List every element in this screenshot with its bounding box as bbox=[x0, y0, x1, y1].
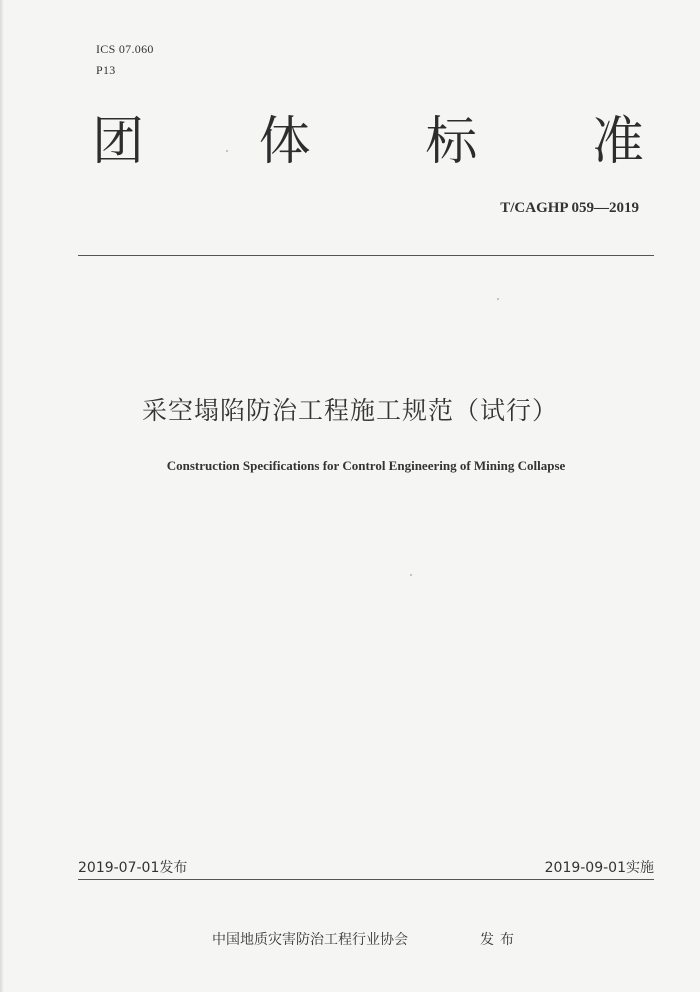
standard-number: T/CAGHP 059—2019 bbox=[500, 200, 639, 216]
document-title-english: Construction Specifications for Control Engineering of Mining Collapse bbox=[166, 458, 566, 473]
scan-speck bbox=[226, 150, 228, 152]
ccs-code: P13 bbox=[96, 63, 116, 77]
top-divider bbox=[78, 255, 654, 256]
bottom-divider bbox=[78, 879, 654, 880]
implementation-date: 2019-09-01实施 bbox=[544, 860, 654, 876]
scan-speck bbox=[410, 574, 412, 576]
ics-code: ICS 07.060 bbox=[96, 42, 154, 56]
standard-type-heading bbox=[92, 112, 644, 172]
scan-speck bbox=[497, 298, 499, 300]
publisher-organization: 中国地质灾害防治工程行业协会 bbox=[212, 932, 408, 948]
standard-type-char-3: 标 bbox=[425, 112, 478, 172]
document-title-chinese: 采空塌陷防治工程施工规范（试行） bbox=[141, 396, 558, 425]
scan-shadow-edge bbox=[0, 0, 4, 992]
standard-type-char-2: 体 bbox=[258, 112, 311, 172]
issue-date: 2019-07-01发布 bbox=[78, 860, 188, 876]
standard-type-char-1: 团 bbox=[92, 112, 145, 172]
standard-type-char-4: 准 bbox=[591, 112, 644, 172]
publish-label: 发布 bbox=[480, 932, 520, 948]
